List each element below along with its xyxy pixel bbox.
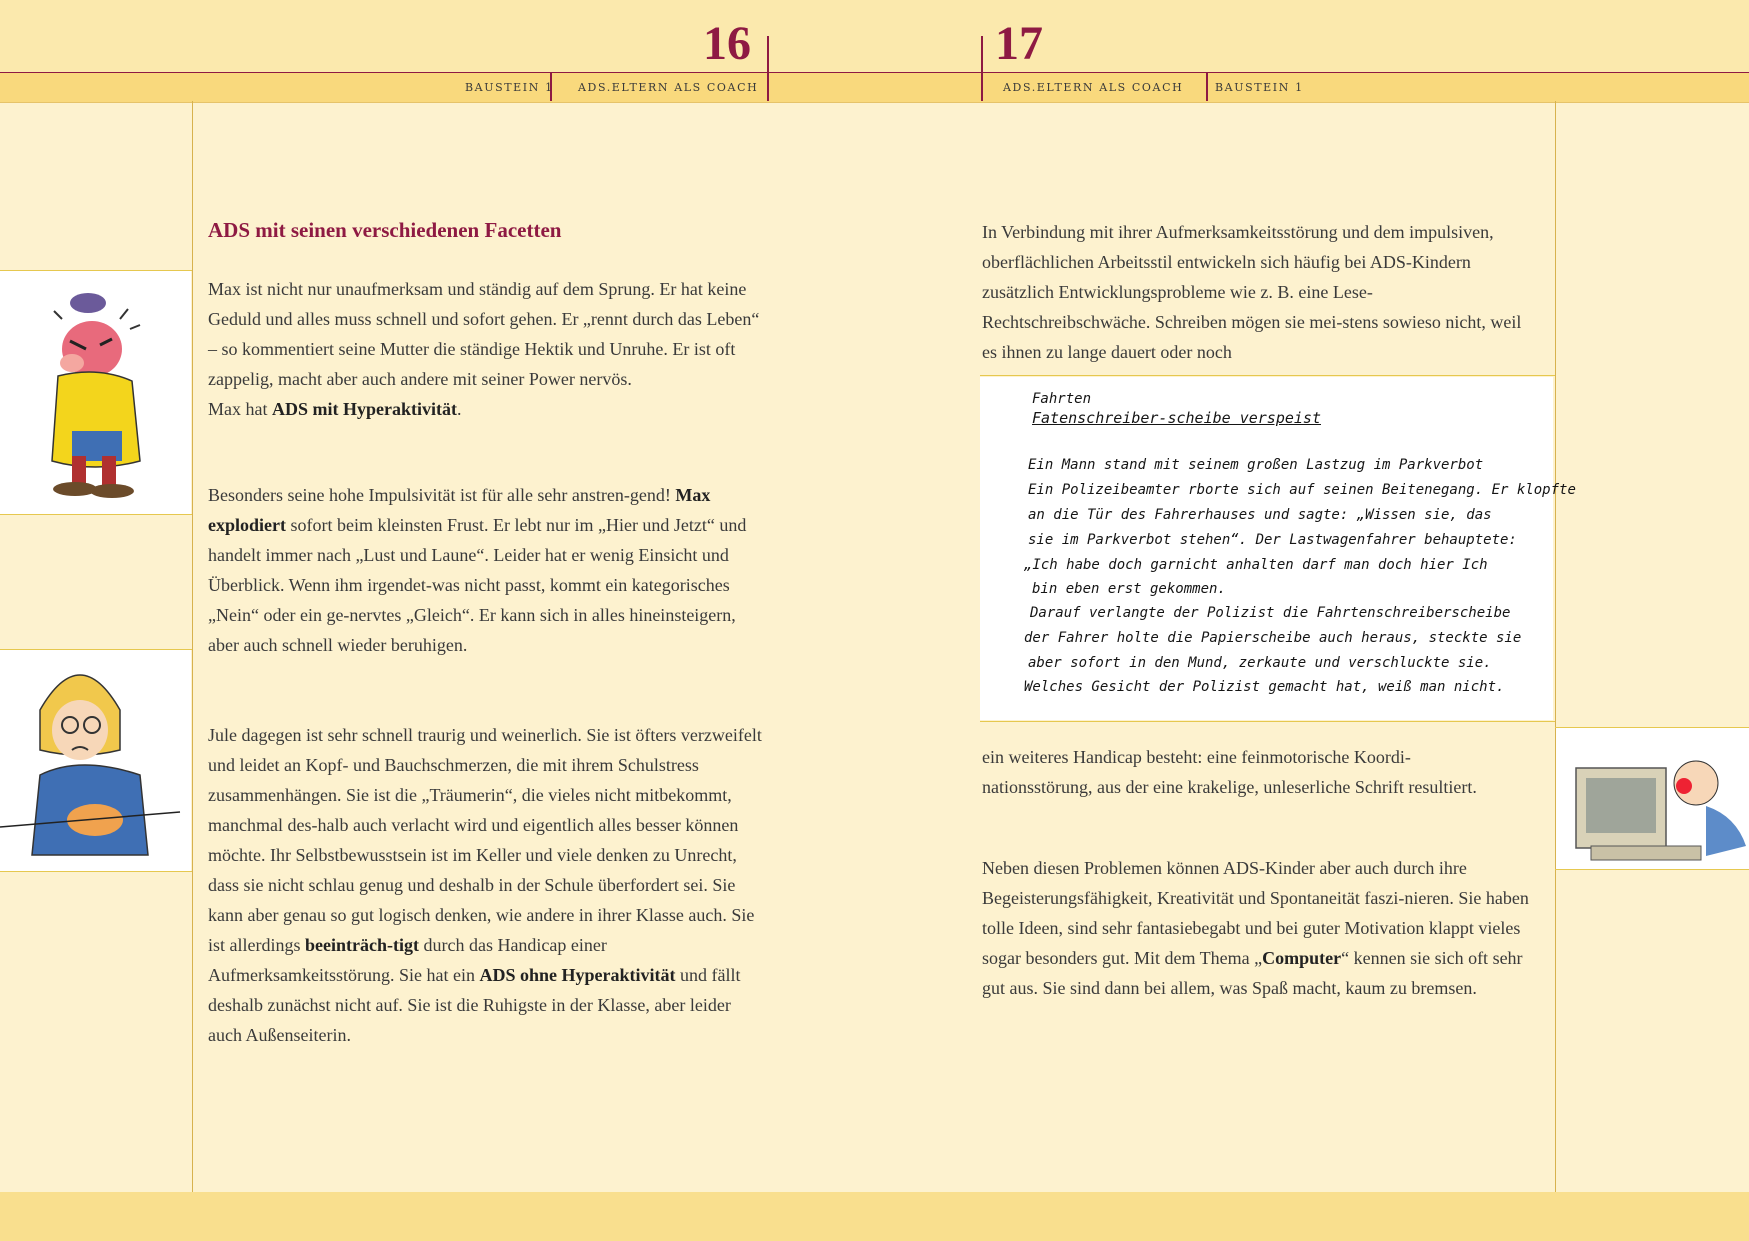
handwriting-line: Ein Polizeibeamter rborte sich auf seinen Beitenegang. Er klopfte <box>1028 482 1576 498</box>
bottom-band <box>0 1192 1749 1241</box>
illus-jule-bottom-rule <box>0 871 192 872</box>
handwriting-line: aber sofort in den Mund, zerkaute und verschluckte sie. <box>1028 655 1492 671</box>
right-margin-line <box>1555 101 1556 1192</box>
left-margin-line <box>192 101 193 1192</box>
illustration-max-angry <box>0 271 191 514</box>
illus-computer-bottom-rule <box>1555 869 1749 870</box>
handwriting-line: Fahrten <box>1032 391 1092 407</box>
scan-top-rule <box>980 375 1555 376</box>
handwriting-line: der Fahrer holte die Papierscheibe auch heraus, steckte sie <box>1024 630 1522 646</box>
handwriting-line: „Ich habe doch garnicht anhalten darf man doch hier Ich <box>1024 557 1488 573</box>
header-divider-right-a <box>981 36 983 101</box>
page-number-left: 16 <box>703 17 751 70</box>
handwriting-line: bin eben erst gekommen. <box>1032 581 1226 597</box>
handwriting-line: Ein Mann stand mit seinem großen Lastzug im Parkverbot <box>1028 457 1484 473</box>
header-baustein-right: BAUSTEIN 1 <box>1215 81 1304 94</box>
scan-bottom-rule <box>980 721 1555 722</box>
page-number-right: 17 <box>995 17 1043 70</box>
right-paragraph-handicap: ein weiteres Handicap besteht: eine feinmotorische Koordi-nationsstörung, aus der eine krakelige, unleserliche Schrift resultiert. <box>982 747 1477 797</box>
handwriting-line: Fatenschreiber-scheibe verspeist <box>1032 409 1321 427</box>
header-divider-left-b <box>767 36 769 101</box>
header-band <box>0 72 1749 103</box>
section-heading: ADS mit seinen verschiedenen Facetten <box>208 218 562 242</box>
header-coach-right: ADS.ELTERN ALS COACH <box>1003 81 1184 94</box>
sad-girl-icon <box>0 650 191 871</box>
handwriting-line: Darauf verlangte der Polizist die Fahrtenschreiberscheibe <box>1030 605 1511 621</box>
left-paragraph-impulse: Besonders seine hohe Impulsivität ist für alle sehr anstren-gend! Max explodiert sofort beim kleinsten Frust. Er lebt nur im „Hier und Jetzt“ und handelt immer nach „Lust und Laune“. Leider hat er wenig Einsicht und Überblick. Wenn ihm irgendet-was nicht passt, kommt ein kategorisches „Nein“ oder ein ge-nervtes „Gleich“. Er kann sich in alles hineinsteigern, aber auch schnell wieder beruhigen. <box>208 485 747 655</box>
handwriting-line: Welches Gesicht der Polizist gemacht hat, weiß man nicht. <box>1024 679 1505 695</box>
header-baustein-left: BAUSTEIN 1 <box>465 81 554 94</box>
right-paragraph-strengths: Neben diesen Problemen können ADS-Kinder aber auch durch ihre Begeisterungsfähigkeit, Kreativität und Spontaneität faszi-nieren. Sie haben tolle Ideen, sind sehr fantasiebegabt und bei guter Motivation klappt vieles sogar besonders gut. Mit dem Thema „Computer“ kennen sie sich oft sehr gut aus. Sie sind dann bei allem, was Spaß macht, kaum zu bremsen. <box>982 858 1529 998</box>
handwriting-line: an die Tür des Fahrerhauses und sagte: „Wissen sie, das <box>1028 507 1492 523</box>
computer-kid-icon <box>1556 728 1749 869</box>
left-paragraph-jule: Jule dagegen ist sehr schnell traurig und weinerlich. Sie ist öfters verzweifelt und leidet an Kopf- und Bauchschmerzen, die mit ihrem Schulstress zusammenhängen. Sie ist die „Träumerin“, die vieles nicht mitbekommt, manchmal des-halb auch verlacht wird und eigentlich alles besser können möchte. Ihr Selbstbewusstsein ist im Keller und viele denken zu Unrecht, dass sie nicht schlau genug und deshalb in der Schule überfordert sei. Sie kann aber genau so gut logisch denken, wie andere in ihrer Klasse auch. Sie ist allerdings beeinträch-tigt durch das Handicap einer Aufmerksamkeitsstörung. Sie hat ein ADS ohne Hyperaktivität und fällt deshalb zunächst nicht auf. Sie ist die Ruhigste in der Klasse, aber leider auch Außenseiterin. <box>208 725 762 1045</box>
right-paragraph-intro: In Verbindung mit ihrer Aufmerksamkeitsstörung und dem impulsiven, oberflächlichen Arbeitsstil entwickeln sich häufig bei ADS-Kindern zusätzlich Entwicklungsprobleme wie z. B. eine Lese-Rechtschreibschwäche. Schreiben mögen sie mei-stens sowieso nicht, weil es ihnen zu lange dauert oder noch <box>982 222 1522 362</box>
handwriting-sample <box>980 377 1576 720</box>
max-diagnosis: Max hat ADS mit Hyperaktivität. <box>208 399 462 419</box>
header-coach-left: ADS.ELTERN ALS COACH <box>578 81 759 94</box>
top-band <box>0 0 1749 72</box>
left-paragraph-max <box>208 274 768 424</box>
illustration-jule-sad <box>0 650 191 871</box>
header-divider-right-b <box>1206 72 1208 101</box>
illustration-computer-kid <box>1556 728 1749 869</box>
handwriting-line: sie im Parkverbot stehen“. Der Lastwagenfahrer behauptete: <box>1028 532 1517 548</box>
max-description: Max ist nicht nur unaufmerksam und ständig auf dem Sprung. Er hat keine Geduld und alles muss schnell und sofort gehen. Er „rennt durch das Leben“ – so kommentiert seine Mutter die ständige Hektik und Unruhe. Er ist oft zappelig, macht aber auch andere mit seiner Power nervös. <box>208 279 760 389</box>
angry-boy-icon <box>0 271 191 514</box>
illus-max-bottom-rule <box>0 514 192 515</box>
